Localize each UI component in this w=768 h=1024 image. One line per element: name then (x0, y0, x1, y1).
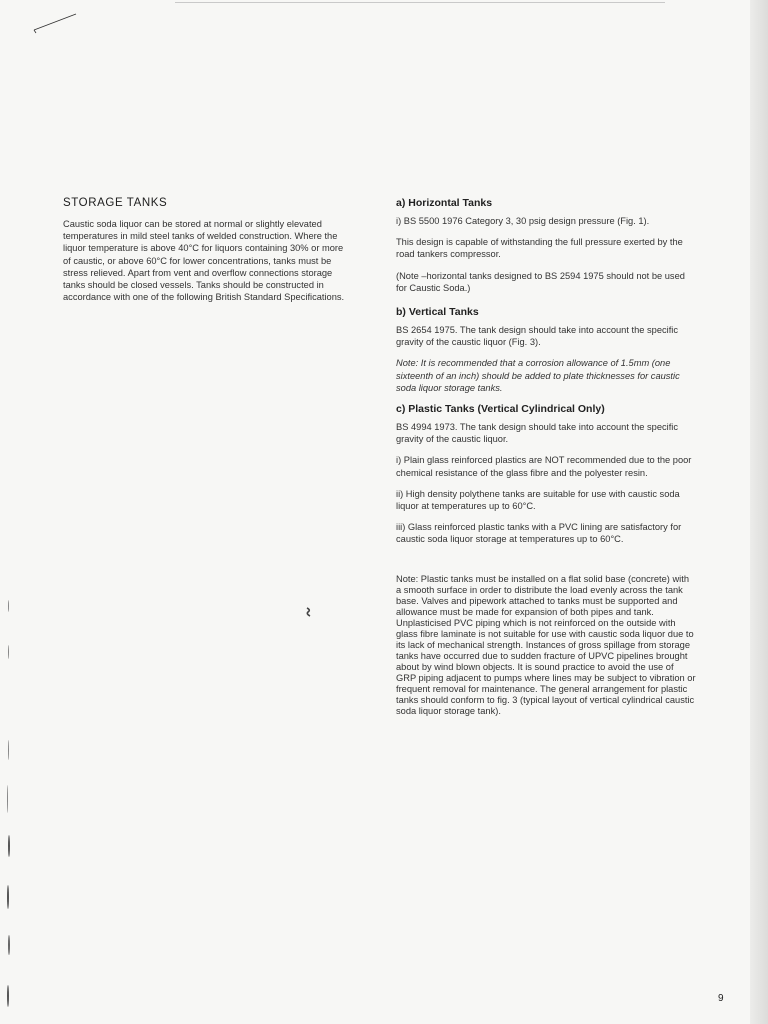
installation-note-text: Note: Plastic tanks must be installed on a flat solid base (concrete) with a smooth surface in order to distribute the load evenly across the tank base. Valves and pipework attached to tanks must be supported and allowance must be made for expansion of both pipes and tank. Unplasticised PVC piping which is not reinforced on the outside with glass fibre laminate is not suitable for use with caustic soda liquor due to its lack of mechanical strength. Instances of gross spillage from storage tanks have occurred due to sudden fracture of UPVC pipelines brought about by wind blown objects. It is sound practice to avoid the use of GRP piping adjacent to pumps where lines may be subject to vibration or frequent removal for maintenance. The general arrangement for plastic tanks should conform to fig. 3 (typical layout of vertical cylindrical caustic soda liquor storage tank). (396, 573, 696, 716)
horizontal-tanks-pressure: This design is capable of withstanding the full pressure exerted by the road tankers compressor. (396, 237, 683, 260)
plastic-tanks-item-3: iii) Glass reinforced plastic tanks with a PVC lining are satisfactory for caustic soda liquor storage at temperatures up to 60°C. (396, 522, 682, 545)
heading-vertical-tanks: b) Vertical Tanks (396, 306, 479, 319)
installation-note (396, 574, 696, 717)
heading-horizontal-tanks: a) Horizontal Tanks (396, 197, 493, 209)
page-number: 9 (718, 993, 724, 1004)
binding-margin-marks (4, 590, 16, 1020)
storage-tanks-intro: Caustic soda liquor can be stored at normal or slightly elevated temperatures in mild steel tanks of welded construction. Where the liquor temperature is above 40°C for liquors containing 30% or more of caustic, or above 60°C for lower concentrations, tanks must be stress relieved. Apart from vent and overflow connections storage tanks should be closed vessels. Tanks should be constructed in accordance with one of the following British Standard Specifications. (63, 219, 345, 303)
corrosion-allowance-note: Note: It is recommended that a corrosion allowance of 1.5mm (one sixteenth of an inch) should be added to plate thicknesses for caustic soda liquor storage tanks. (396, 358, 680, 393)
horizontal-tanks-standard: i) BS 5500 1976 Category 3, 30 psig design pressure (Fig. 1). (396, 216, 650, 226)
plastic-tanks-item-2: ii) High density polythene tanks are suitable for use with caustic soda liquor at temperatures up to 60°C. (396, 488, 680, 512)
right-column (396, 197, 696, 717)
page-edge (750, 0, 768, 1024)
section-title: STORAGE TANKS (63, 197, 168, 209)
pen-stroke-mark (32, 10, 78, 34)
heading-plastic-tanks: c) Plastic Tanks (Vertical Cylindrical Only) (396, 403, 605, 416)
top-rule (175, 2, 665, 3)
left-column (63, 197, 348, 303)
horizontal-tanks-note: (Note –horizontal tanks designed to BS 2594 1975 should not be used for Caustic Soda.) (396, 270, 685, 293)
vertical-tanks-standard: BS 2654 1975. The tank design should take into account the specific gravity of the caustic liquor (Fig. 3). (396, 325, 679, 348)
plastic-tanks-standard: BS 4994 1973. The tank design should take into account the specific gravity of the caustic liquor. (396, 422, 679, 445)
ink-mark (305, 606, 313, 618)
plastic-tanks-item-1: i) Plain glass reinforced plastics are NOT recommended due to the poor chemical resistance of the glass fibre and the polyester resin. (396, 455, 692, 478)
